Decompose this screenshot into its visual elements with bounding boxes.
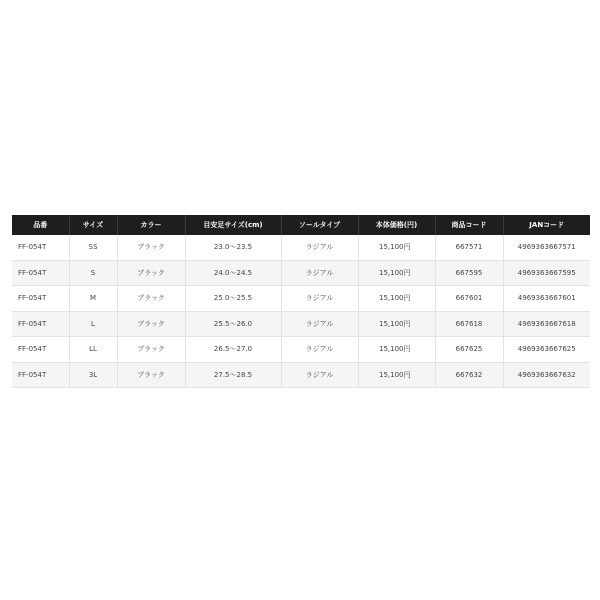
header-part-number: 品番: [12, 215, 69, 235]
table-row: [12, 337, 590, 363]
cell-size: SS: [69, 235, 117, 260]
cell-price: 15,100円: [358, 260, 435, 286]
cell-product-code: 667601: [435, 286, 503, 312]
table-row: [12, 235, 590, 260]
cell-jan-code: 4969363667625: [503, 337, 590, 363]
cell-foot-size: 23.0〜23.5: [185, 235, 281, 260]
cell-product-code: 667625: [435, 337, 503, 363]
header-product-code: 商品コード: [435, 215, 503, 235]
cell-color: ブラック: [117, 362, 185, 388]
header-color: カラー: [117, 215, 185, 235]
cell-foot-size: 27.5〜28.5: [185, 362, 281, 388]
cell-price: 15,100円: [358, 311, 435, 337]
cell-part-number: FF-054T: [12, 286, 69, 312]
cell-sole-type: ラジアル: [281, 286, 358, 312]
cell-jan-code: 4969363667601: [503, 286, 590, 312]
cell-jan-code: 4969363667595: [503, 260, 590, 286]
cell-price: 15,100円: [358, 286, 435, 312]
table-row: [12, 260, 590, 286]
cell-sole-type: ラジアル: [281, 235, 358, 260]
cell-color: ブラック: [117, 260, 185, 286]
cell-part-number: FF-054T: [12, 311, 69, 337]
cell-color: ブラック: [117, 337, 185, 363]
table-row: [12, 311, 590, 337]
cell-foot-size: 25.5〜26.0: [185, 311, 281, 337]
table-row: [12, 286, 590, 312]
header-foot-size: 目安足サイズ(cm): [185, 215, 281, 235]
cell-sole-type: ラジアル: [281, 362, 358, 388]
cell-price: 15,100円: [358, 235, 435, 260]
cell-sole-type: ラジアル: [281, 311, 358, 337]
header-size: サイズ: [69, 215, 117, 235]
cell-sole-type: ラジアル: [281, 260, 358, 286]
cell-jan-code: 4969363667618: [503, 311, 590, 337]
cell-jan-code: 4969363667632: [503, 362, 590, 388]
cell-product-code: 667632: [435, 362, 503, 388]
cell-foot-size: 25.0〜25.5: [185, 286, 281, 312]
cell-color: ブラック: [117, 311, 185, 337]
cell-product-code: 667595: [435, 260, 503, 286]
cell-color: ブラック: [117, 286, 185, 312]
header-sole-type: ソールタイプ: [281, 215, 358, 235]
cell-foot-size: 24.0〜24.5: [185, 260, 281, 286]
cell-price: 15,100円: [358, 362, 435, 388]
cell-part-number: FF-054T: [12, 260, 69, 286]
table-row: [12, 362, 590, 388]
header-jan-code: JANコード: [503, 215, 590, 235]
header-price: 本体価格(円): [358, 215, 435, 235]
cell-foot-size: 26.5〜27.0: [185, 337, 281, 363]
cell-size: LL: [69, 337, 117, 363]
cell-product-code: 667571: [435, 235, 503, 260]
cell-part-number: FF-054T: [12, 362, 69, 388]
spec-table: [12, 215, 590, 388]
cell-size: 3L: [69, 362, 117, 388]
cell-jan-code: 4969363667571: [503, 235, 590, 260]
cell-size: M: [69, 286, 117, 312]
table-header-row: [12, 215, 590, 235]
cell-price: 15,100円: [358, 337, 435, 363]
cell-product-code: 667618: [435, 311, 503, 337]
cell-size: L: [69, 311, 117, 337]
cell-size: S: [69, 260, 117, 286]
cell-sole-type: ラジアル: [281, 337, 358, 363]
cell-part-number: FF-054T: [12, 235, 69, 260]
cell-part-number: FF-054T: [12, 337, 69, 363]
cell-color: ブラック: [117, 235, 185, 260]
